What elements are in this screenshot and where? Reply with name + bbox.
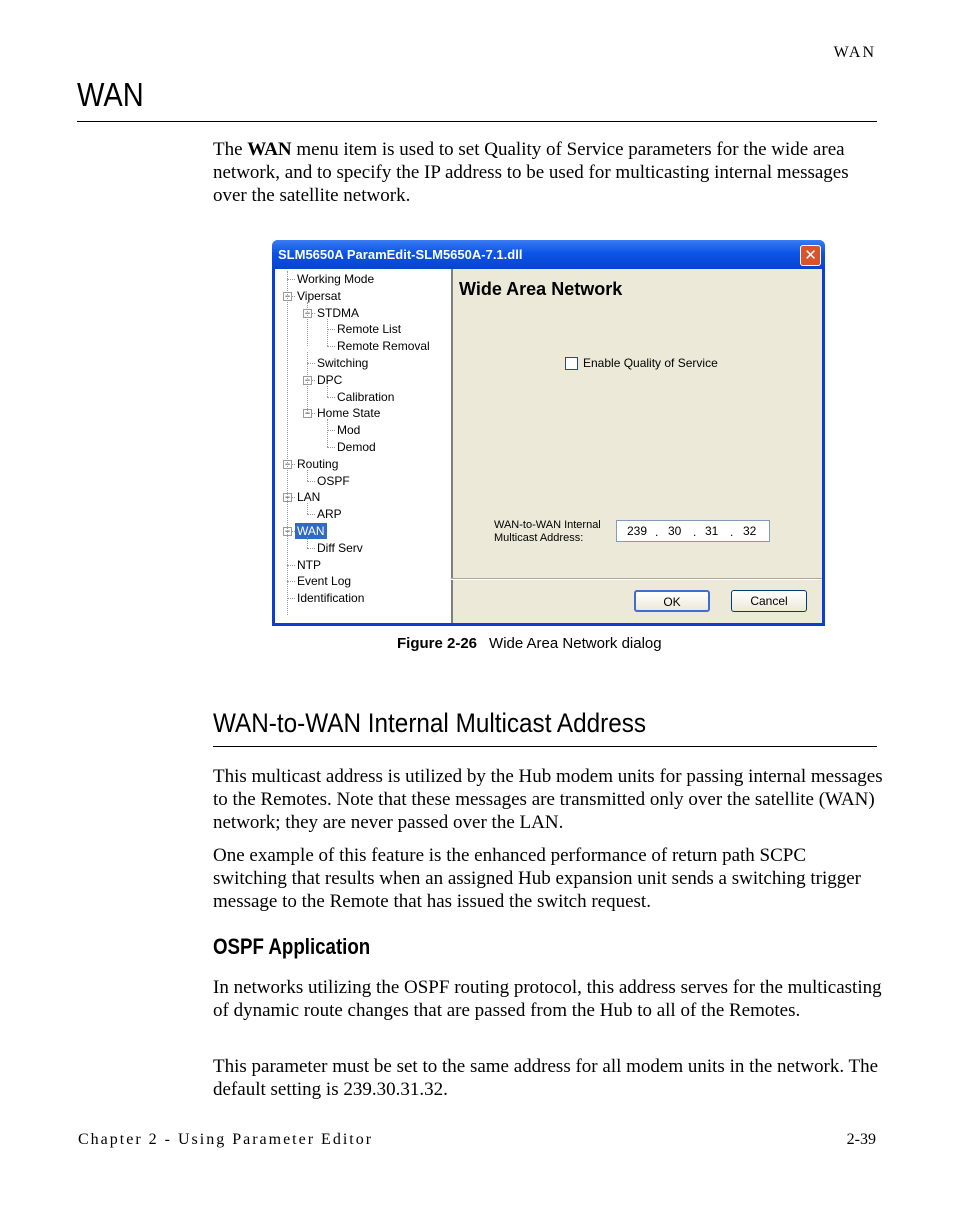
ip-octet-4[interactable]: 32 (743, 524, 757, 538)
ip-octet-2[interactable]: 30 (668, 524, 682, 538)
tree-item-demod[interactable]: Demod (337, 440, 376, 454)
tree-connector (327, 386, 328, 397)
tree-connector (307, 363, 315, 364)
section-heading: WAN (77, 76, 144, 113)
tree-item-switching[interactable]: Switching (317, 356, 369, 370)
button-divider (451, 578, 822, 580)
tree-item-mod[interactable]: Mod (337, 423, 361, 438)
tree-item-home-state[interactable]: Home State (317, 406, 381, 421)
tree-item-ntp[interactable]: NTP (297, 557, 321, 572)
subsection-heading: WAN-to-WAN Internal Multicast Address (213, 708, 647, 738)
dialog-title: SLM5650A ParamEdit-SLM5650A-7.1.dll (278, 247, 523, 262)
ospf-heading: OSPF Application (213, 934, 371, 959)
collapse-icon[interactable]: − (284, 458, 291, 469)
tree-item-identification[interactable]: Identification (297, 591, 365, 606)
tree-item-calibration[interactable]: Calibration (337, 389, 395, 404)
tree-connector (287, 271, 288, 615)
ip-dot: . (655, 525, 659, 539)
tree-item-wan[interactable]: WAN (297, 524, 325, 538)
running-head: WAN (833, 44, 876, 61)
collapse-icon[interactable]: − (284, 290, 291, 301)
ip-octet-3[interactable]: 31 (705, 524, 719, 538)
footer-chapter: Chapter 2 - Using Parameter Editor (78, 1131, 374, 1148)
tree-connector (307, 352, 308, 413)
tree-item-ospf[interactable]: OSPF (317, 473, 350, 488)
tree-item-vipersat[interactable]: Vipersat (297, 288, 341, 303)
subsection-rule (213, 746, 877, 747)
tree-item-working-mode[interactable]: Working Mode (297, 272, 375, 286)
tree-connector (327, 346, 335, 347)
panel-title: Wide Area Network (459, 279, 623, 299)
tree-connector (327, 419, 328, 447)
collapse-icon[interactable]: − (284, 492, 291, 503)
tree-item-event-log[interactable]: Event Log (297, 574, 352, 589)
tree-connector (307, 503, 308, 514)
multicast-address-input[interactable] (616, 520, 770, 542)
settings-tree (275, 269, 453, 623)
tree-item-remote-removal[interactable]: Remote Removal (337, 339, 430, 354)
paragraph-3: In networks utilizing the OSPF routing protocol, this address serves for the multicasting of dynamic route changes that are passed from the Hub to all of the Remotes. (213, 977, 882, 1021)
tree-item-routing[interactable]: Routing (297, 456, 339, 471)
figure-caption-text: Wide Area Network dialog (489, 635, 662, 652)
figure-caption (397, 635, 662, 652)
paragraph-1: This multicast address is utilized by the Hub modem units for passing internal messages to the Remotes. Note that these messages are transmitted only over the satellite (WAN) network; they are never passed over the LAN. (213, 766, 883, 833)
enable-qos-checkbox[interactable] (565, 357, 578, 370)
enable-qos-label[interactable]: Enable Quality of Service (583, 356, 718, 370)
tree-connector (307, 514, 315, 515)
tree-item-arp[interactable]: ARP (317, 507, 342, 522)
tree-connector (327, 447, 335, 448)
collapse-icon[interactable]: − (304, 374, 311, 385)
intro-paragraph: The WAN menu item is used to set Quality of Service parameters for the wide area network, and to specify the IP address to be used for multicasting internal messages over the satellite network. (213, 139, 849, 206)
paragraph-4: This parameter must be set to the same address for all modem units in the network. The default setting is 239.30.31.32. (213, 1056, 879, 1100)
tree-connector (287, 581, 295, 582)
paragraph-2: One example of this feature is the enhanced performance of return path SCPC switching that results when an assigned Hub expansion unit sends a switching trigger message to the Remote that has issued the switch request. (213, 845, 862, 912)
close-icon[interactable]: ✕ (800, 245, 821, 266)
tree-connector (287, 565, 295, 566)
tree-connector (327, 329, 335, 330)
heading-rule (77, 121, 877, 122)
dialog-client-area (275, 269, 822, 623)
cancel-button[interactable]: Cancel (731, 590, 807, 612)
tree-item-diff-serv[interactable]: Diff Serv (317, 540, 363, 555)
tree-connector (327, 319, 328, 347)
tree-connector (307, 481, 315, 482)
tree-connector (287, 279, 295, 280)
tree-item-dpc[interactable]: DPC (317, 372, 343, 387)
multicast-address-label: WAN-to-WAN Internal Multicast Address: (494, 519, 601, 544)
page-number: 2-39 (846, 1131, 876, 1148)
dialog-titlebar[interactable] (272, 240, 825, 269)
tree-connector (307, 302, 308, 346)
ip-dot: . (730, 525, 734, 539)
tree-connector (287, 598, 295, 599)
collapse-icon[interactable]: − (304, 408, 311, 419)
tree-item-lan[interactable]: LAN (297, 490, 321, 505)
ip-dot: . (693, 525, 697, 539)
tree-connector (307, 537, 308, 548)
tree-connector (327, 430, 335, 431)
tree-connector (327, 397, 335, 398)
collapse-icon[interactable]: − (304, 307, 311, 318)
ip-octet-1[interactable]: 239 (627, 524, 648, 538)
ok-button[interactable]: OK (634, 590, 710, 612)
wide-area-network-dialog (272, 240, 825, 626)
figure-number: Figure 2-26 (397, 635, 478, 652)
collapse-icon[interactable]: − (284, 526, 291, 536)
tree-item-remote-list[interactable]: Remote List (337, 322, 402, 337)
tree-connector (307, 548, 315, 549)
tree-item-stdma[interactable]: STDMA (317, 305, 359, 320)
tree-connector (307, 470, 308, 481)
